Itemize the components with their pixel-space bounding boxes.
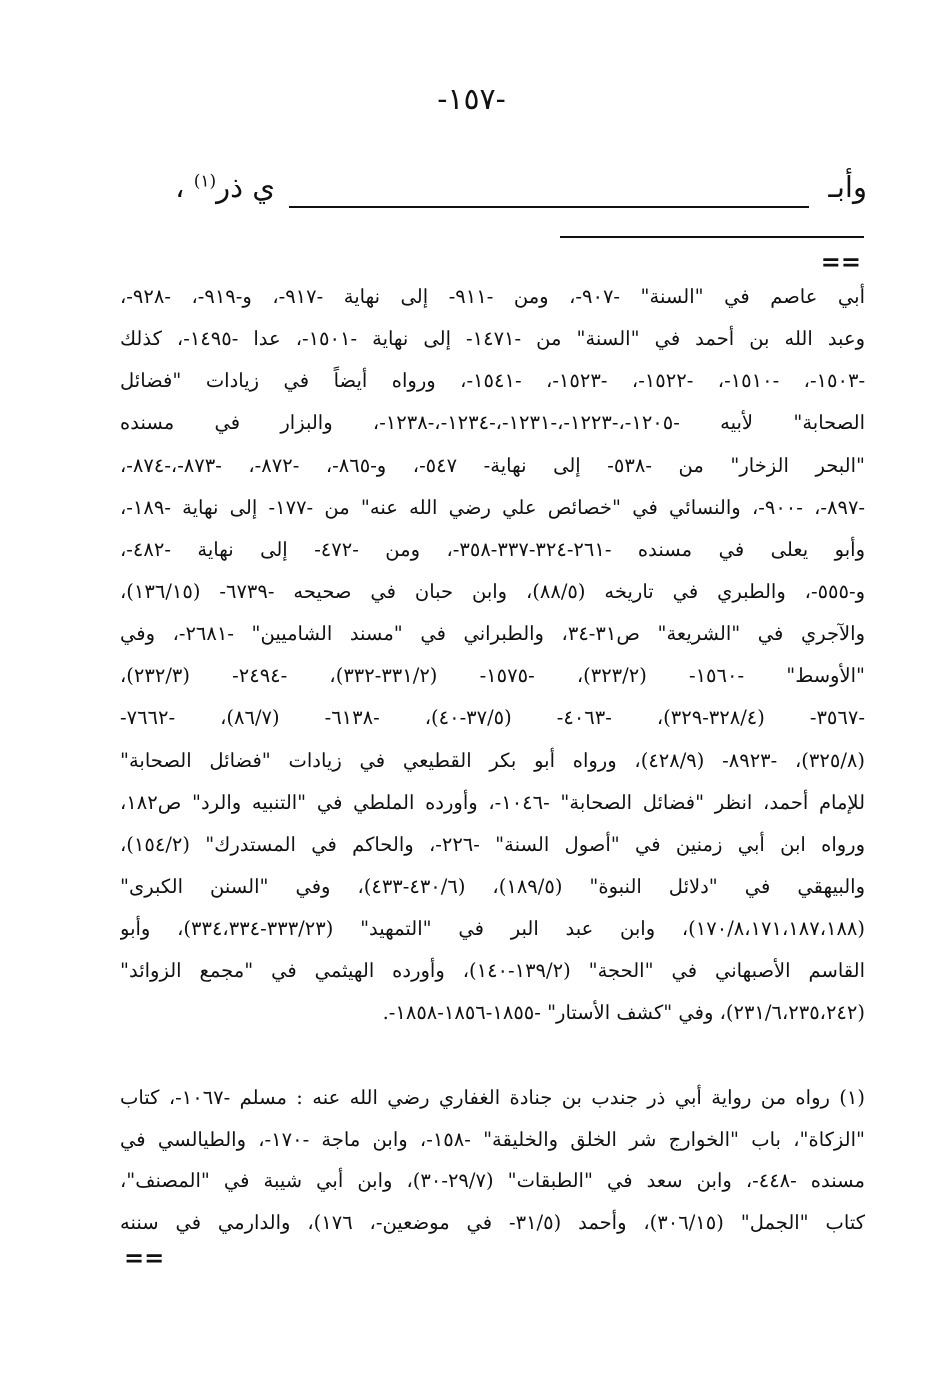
text-line: "البحر الزخار" من -٥٣٨- إلى نهاية- ٥٤٧-، و-٨٦٥-، -٨٧٢-، -٨٧٣-،-٨٧٤-،	[120, 453, 865, 477]
footnote-line: "الزكاة"، باب "الخوارج شر الخلق والخليقة" -١٥٨-، وابن ماجة -١٧٠-، والطيالسي في	[120, 1127, 865, 1151]
text-line: الصحابة" لأبيه -١٢٠٥-،-١٢٢٣-،-١٢٣١-،-١٢٣٤-،-١٢٣٨-، والبزار في مسنده	[120, 411, 865, 435]
continuation-mark-top: ==	[820, 247, 861, 276]
continuation-mark-bottom: ==	[124, 1243, 165, 1272]
footnote	[120, 1077, 865, 1243]
footnote-marker: (١)	[193, 171, 217, 192]
text-line: القاسم الأصبهاني في "الحجة" (١٣٩/٢-١٤٠)، وأورده الهيثمي في "مجمع الزوائد"	[120, 959, 865, 983]
heading-comma: ،	[175, 170, 185, 204]
footnote-line: (١) رواه من رواية أبي ذر جندب بن جنادة الغفاري رضي الله عنه : مسلم -١٠٦٧-، كتاب	[120, 1086, 865, 1109]
text-line: و-٥٥٥-، والطبري في تاريخه (٨٨/٥)، وابن حبان في صحيحه -٦٧٣٩- (١٣٦/١٥)،	[120, 579, 865, 603]
heading-start: وأبـ	[828, 170, 867, 204]
heading-end	[175, 170, 275, 204]
heading-rule	[289, 206, 809, 208]
text-line: ورواه ابن أبي زمنين في "أصول السنة" -٢٢٦-، والحاكم في المستدرك" (١٥٤/٢)،	[120, 832, 865, 856]
main-text	[120, 276, 865, 1035]
text-line: -٨٩٧-، -٩٠٠-، والنسائي في "خصائص علي رضي الله عنه" من -١٧٧- إلى نهاية -١٨٩-،	[120, 495, 865, 519]
text-line: -١٥٠٣-، -١٥١٠-، -١٥٢٢-، -١٥٢٣-، -١٥٤١-، ورواه أيضاً في زيادات "فضائل	[120, 369, 865, 393]
text-line: -٣٥٦٧- (٣٢٨/٤-٣٢٩)، -٤٠٦٣- (٣٧/٥-٤٠)، -٦١٣٨- (٨٦/٧)، -٧٦٦٢-	[120, 706, 865, 730]
separator-rule	[560, 236, 864, 238]
section-heading	[107, 162, 867, 222]
text-line: "الأوسط" -١٥٦٠- (٣٢٣/٢)، -١٥٧٥- (٣٣١/٢-٣٣٢)، -٢٤٩٤- (٢٣٢/٣)،	[120, 664, 865, 688]
text-line: (٣٢٥/٨)، -٨٩٢٣- (٤٢٨/٩)، ورواه أبو بكر القطيعي في زيادات "فضائل الصحابة"	[120, 748, 865, 772]
footnote-line: كتاب "الجمل" (٣٠٦/١٥)، وأحمد (٣١/٥- في موضعين-، ١٧٦)، والدارمي في سننه	[120, 1210, 865, 1234]
text-line: وأبو يعلى في مسنده -٢٦١-٣٢٤-٣٣٧-٣٥٨-، ومن -٤٧٢- إلى نهاية -٤٨٢-،	[120, 537, 865, 561]
text-line: والبيهقي في "دلائل النبوة" (١٨٩/٥)، (٤٣٠/٦-٤٣٣)، وفي "السنن الكبرى"	[120, 874, 865, 898]
page-number: -١٥٧-	[437, 82, 506, 117]
heading-end-text: ي ذر	[216, 170, 275, 204]
text-line: (٢٣١/٦،٢٣٥،٢٤٢)، وفي "كشف الأستار" -١٨٥٥-١٨٥٦-١٨٥٨-.	[382, 1001, 865, 1025]
text-line: (١٧٠/٨،١٧١،١٨٧،١٨٨)، وابن عبد البر في "التمهيد" (٣٣٣/٢٣-٣٣٤،٣٣٤)، وأبو	[120, 917, 865, 941]
text-line: والآجري في "الشريعة" ص٣١-٣٤، والطبراني في "مسند الشاميين" -٢٦٨١-، وفي	[120, 622, 865, 646]
text-line: للإمام أحمد، انظر "فضائل الصحابة" -١٠٤٦-، وأورده الملطي في "التنبيه والرد" ص١٨٢،	[120, 790, 865, 814]
text-line: وعبد الله بن أحمد في "السنة" من -١٤٧١- إلى نهاية -١٥٠١-، عدا -١٤٩٥-، كذلك	[120, 327, 865, 351]
footnote-line: مسنده -٤٤٨-، وابن سعد في "الطبقات" (٢٩/٧-٣٠)، وابن أبي شيبة في "المصنف"،	[120, 1169, 865, 1192]
text-line: أبي عاصم في "السنة" -٩٠٧-، ومن -٩١١- إلى نهاية -٩١٧-، و-٩١٩-، -٩٢٨-،	[120, 285, 865, 308]
